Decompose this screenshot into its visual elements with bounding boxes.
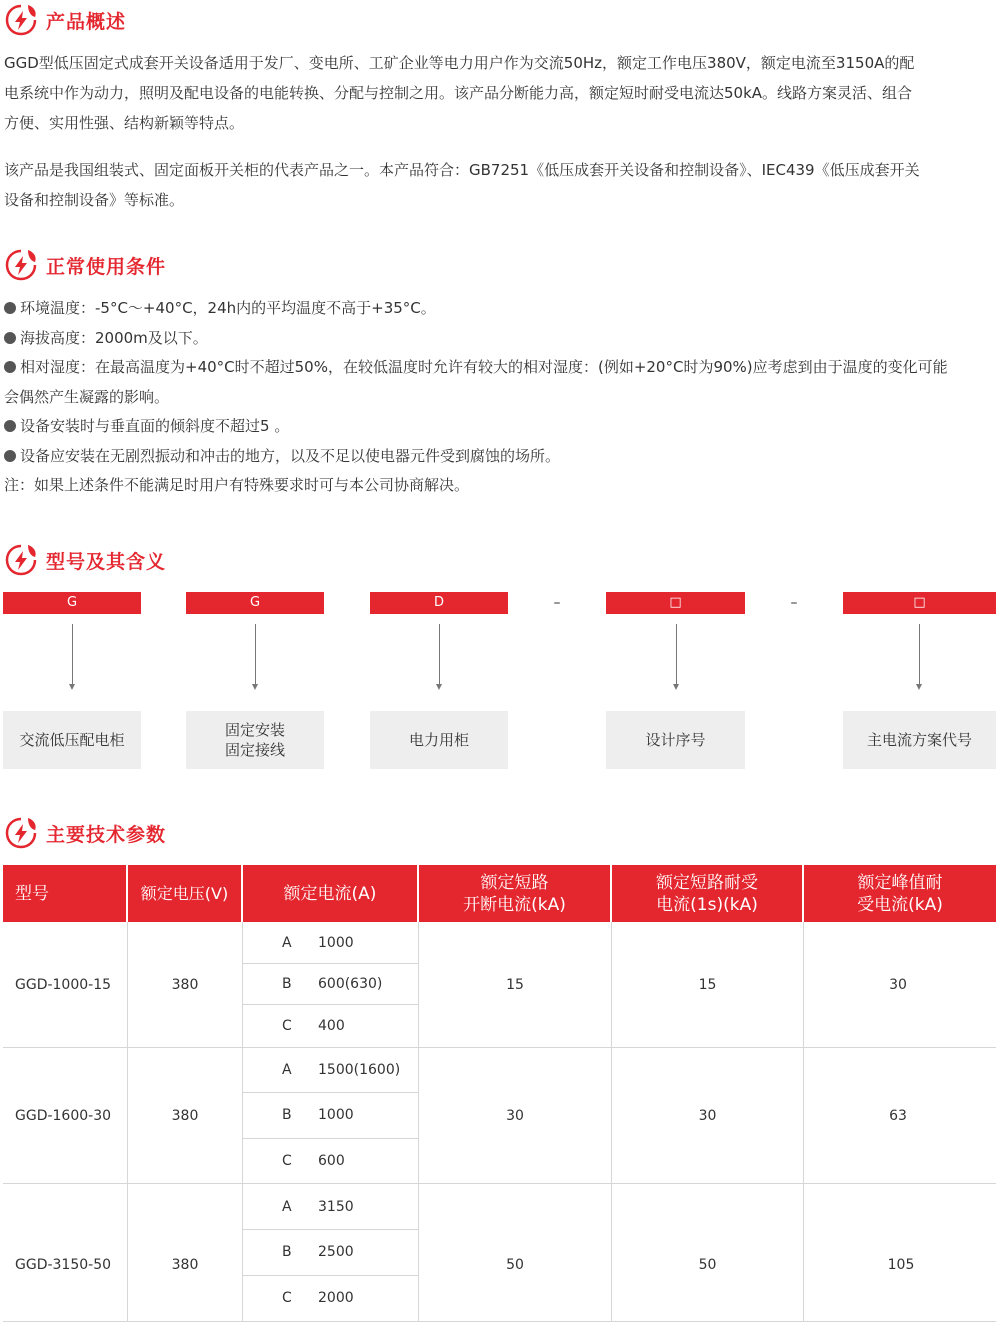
meaning-line: 固定安装 — [224, 721, 285, 739]
model-meaning-box: 电力用柜 — [370, 711, 508, 769]
table-cell-current: 600 — [318, 1152, 345, 1169]
list-item-continued: 会偶然产生凝露的影响。 — [4, 387, 170, 406]
section-title-text: 正常使用条件 — [46, 255, 167, 278]
text-line: 设备和控制设备》等标准。 — [4, 191, 185, 209]
arrow-line — [255, 624, 256, 686]
arrow-down-icon — [436, 684, 442, 690]
list-item — [4, 294, 996, 324]
header-text: 受电流(kA) — [857, 894, 943, 915]
header-text: 额定短路 — [480, 872, 549, 893]
model-code-box: G — [186, 592, 324, 614]
list-item-text: 设备安装时与垂直面的倾斜度不超过5 。 — [20, 417, 290, 435]
meaning-line: 固定接线 — [224, 741, 285, 759]
model-code-box: G — [3, 592, 141, 614]
list-item-text: 环境温度：-5°C～+40°C，24h内的平均温度不高于+35°C。 — [20, 299, 436, 317]
table-grid-line — [242, 922, 243, 1322]
arrow-down-icon — [69, 684, 75, 690]
table-cell-short-time: 30 — [698, 1107, 717, 1124]
lightning-leaf-icon — [4, 543, 38, 577]
model-meaning-box: 主电流方案代号 — [843, 711, 996, 769]
table-cell-peak: 30 — [889, 976, 907, 993]
table-cell-current: 2000 — [318, 1290, 354, 1306]
table-cell-voltage: 380 — [171, 1107, 199, 1124]
table-cell-current: 2500 — [318, 1244, 354, 1260]
model-code-box: □ — [606, 592, 745, 614]
table-cell-current: 1000 — [318, 1107, 354, 1123]
table-cell-model: GGD-1000-15 — [15, 976, 112, 993]
table-cell-model: GGD-1600-30 — [15, 1107, 112, 1124]
table-cell-breaking: 15 — [506, 976, 524, 993]
bullet-icon — [4, 332, 16, 344]
table-cell-grade: C — [282, 1152, 292, 1169]
table-header-cell — [612, 865, 802, 922]
table-cell-peak: 105 — [887, 1256, 915, 1273]
list-item — [4, 412, 996, 442]
table-cell-grade: C — [282, 1290, 292, 1306]
section-title-text: 产品概述 — [46, 10, 127, 33]
arrow-line — [72, 624, 73, 686]
table-cell-grade: A — [282, 934, 292, 951]
text-line: 方便、实用性强、结构新颖等特点。 — [4, 114, 245, 132]
table-cell-breaking: 30 — [506, 1107, 524, 1124]
table-cell-short-time: 50 — [698, 1256, 717, 1273]
table-cell-voltage: 380 — [171, 976, 199, 993]
section-title-conditions — [4, 249, 166, 281]
table-cell-current: 1000 — [318, 934, 354, 951]
header-text: 额定峰值耐 — [857, 872, 943, 893]
table-cell-grade: A — [282, 1198, 292, 1215]
table-header-cell — [128, 865, 241, 922]
model-meaning-box: 交流低压配电柜 — [3, 711, 141, 769]
header-text: 额定电压(V) — [140, 883, 229, 903]
header-text: 额定电流(A) — [283, 883, 377, 904]
header-text: 开断电流(kA) — [463, 894, 566, 915]
lightning-leaf-icon — [4, 248, 38, 282]
arrow-down-icon — [673, 684, 679, 690]
table-grid-line — [3, 1321, 996, 1322]
table-cell-short-time: 15 — [698, 976, 717, 993]
table-cell-current: 3150 — [318, 1198, 354, 1215]
text-line: 该产品是我国组装式、固定面板开关柜的代表产品之一。本产品符合：GB7251《低压成套开关设备和控制设备》、IEC439《低压成套开关 — [4, 161, 920, 179]
overview-paragraph-2 — [4, 155, 996, 215]
model-meaning-box: 设计序号 — [606, 711, 745, 769]
bullet-icon — [4, 450, 16, 462]
list-item-text: 设备应安装在无剧烈振动和冲击的地方，以及不足以使电器元件受到腐蚀的场所。 — [20, 446, 561, 465]
lightning-leaf-icon — [4, 816, 38, 850]
table-header-cell — [3, 865, 126, 922]
arrow-line — [676, 624, 677, 686]
section-title-specs — [4, 817, 166, 849]
lightning-leaf-icon — [4, 3, 38, 37]
table-header-cell — [804, 865, 996, 922]
spec-table — [3, 865, 996, 1322]
arrow-line — [439, 624, 440, 686]
model-dash: – — [553, 595, 561, 611]
table-cell-grade: A — [282, 1062, 292, 1078]
table-cell-voltage: 380 — [171, 1256, 199, 1273]
model-dash: – — [790, 595, 798, 611]
section-title-text: 主要技术参数 — [46, 823, 167, 846]
model-meaning-box — [186, 711, 324, 769]
list-item — [4, 324, 996, 354]
header-text: 电流(1s)(kA) — [656, 894, 758, 915]
header-text: 额定短路耐受 — [656, 872, 758, 893]
section-title-model — [4, 544, 166, 576]
table-header-cell — [243, 865, 417, 922]
conditions-list — [4, 294, 996, 501]
section-title-text: 型号及其含义 — [46, 550, 167, 573]
text-line: GGD型低压固定式成套开关设备适用于发厂、变电所、工矿企业等电力用户作为交流50Hz，额定工作电压380V，额定电流至3150A的配 — [4, 54, 915, 72]
table-cell-model: GGD-3150-50 — [15, 1256, 112, 1273]
table-cell-current: 1500(1600) — [318, 1062, 401, 1078]
table-header-cell — [419, 865, 610, 922]
arrow-down-icon — [252, 684, 258, 690]
table-cell-grade: B — [282, 975, 292, 992]
text-line: 电系统中作为动力，照明及配电设备的电能转换、分配与控制之用。该产品分断能力高，额定短时耐受电流达50kA。线路方案灵活、组合 — [4, 84, 913, 102]
bullet-icon — [4, 420, 16, 432]
header-text: 型号 — [15, 883, 49, 904]
table-cell-peak: 63 — [889, 1107, 907, 1124]
list-item-text: 海拔高度：2000m及以下。 — [20, 328, 208, 347]
table-cell-breaking: 50 — [506, 1256, 524, 1273]
section-title-overview — [4, 4, 126, 36]
bullet-icon — [4, 302, 16, 314]
bullet-icon — [4, 361, 16, 373]
table-cell-grade: B — [282, 1244, 292, 1260]
table-cell-current: 600(630) — [318, 975, 383, 992]
model-code-box: □ — [843, 592, 996, 614]
table-cell-grade: C — [282, 1017, 292, 1034]
overview-paragraph-1 — [4, 48, 996, 138]
table-cell-grade: B — [282, 1107, 292, 1123]
arrow-down-icon — [916, 684, 922, 690]
list-item — [4, 442, 996, 472]
list-item — [4, 353, 996, 383]
list-item-text: 相对湿度：在最高温度为+40°C时不超过50%，在较低温度时允许有较大的相对湿度：(例如+20°C时为90%)应考虑到由于温度的变化可能 — [20, 358, 948, 376]
table-cell-current: 400 — [318, 1017, 345, 1034]
note-text: 注：如果上述条件不能满足时用户有特殊要求时可与本公司协商解决。 — [4, 476, 470, 494]
model-code-box: D — [370, 592, 508, 614]
arrow-line — [919, 624, 920, 686]
